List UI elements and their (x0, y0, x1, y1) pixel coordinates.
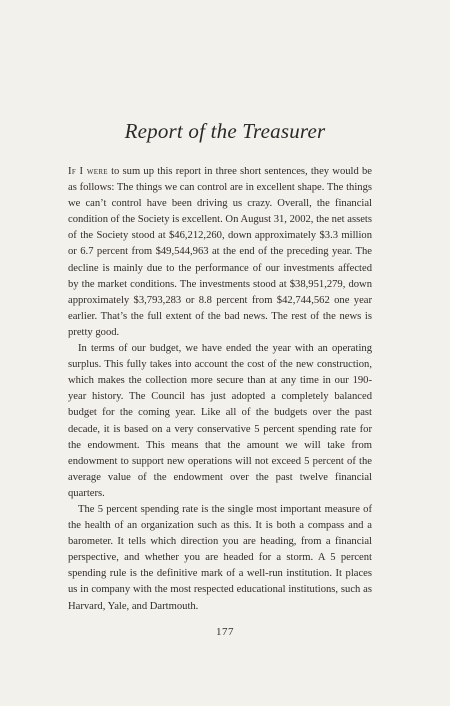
paragraph-3: The 5 percent spending rate is the single most important measure of the health of an organization such as this. It is both a compass and a barometer. It tells which direction you are heading, from a financial perspective, and whether you are headed for a storm. A 5 percent spending rule is the definitive mark of a well-run institution. It places us in company with the most respected educational institutions, such as Harvard, Yale, and Dartmouth. (68, 503, 372, 612)
report-body (68, 164, 372, 615)
paragraph-1-text: to sum up this report in three short sentences, they would be as follows: The things we can control are in excellent shape. The things we can’t control have been driving us crazy. Overall, the financial condition of the Society is excellent. On August 31, 2002, the net assets of the Society stood at $46,212,260, down approximately $3.3 million or 6.7 percent from $49,544,963 at the end of the preceding year. The decline is mainly due to the performance of our investments affected by the market conditions. The investments stood at $38,951,279, down approximately $3,793,283 or 8.8 percent from $42,744,562 one year earlier. That’s the full extent of the bad news. The rest of the news is pretty good. (68, 166, 372, 338)
paragraph-2: In terms of our budget, we have ended the year with an operating surplus. This fully takes into account the cost of the new construction, which makes the collection more secure than at any time in our 190-year history. The Council has just adopted a completely balanced budget for the coming year. Like all of the budgets over the past decade, it is based on a very conservative 5 percent spending rate for the endowment. This means that the amount we will take from endowment to support new operations will not exceed 5 percent of the average value of the endowment over the past twelve financial quarters. (68, 343, 372, 499)
paragraph-1 (68, 164, 372, 341)
page-number: 177 (216, 626, 234, 638)
page-title: Report of the Treasurer (124, 119, 326, 143)
paragraph-lead-in: If I were (68, 166, 108, 177)
